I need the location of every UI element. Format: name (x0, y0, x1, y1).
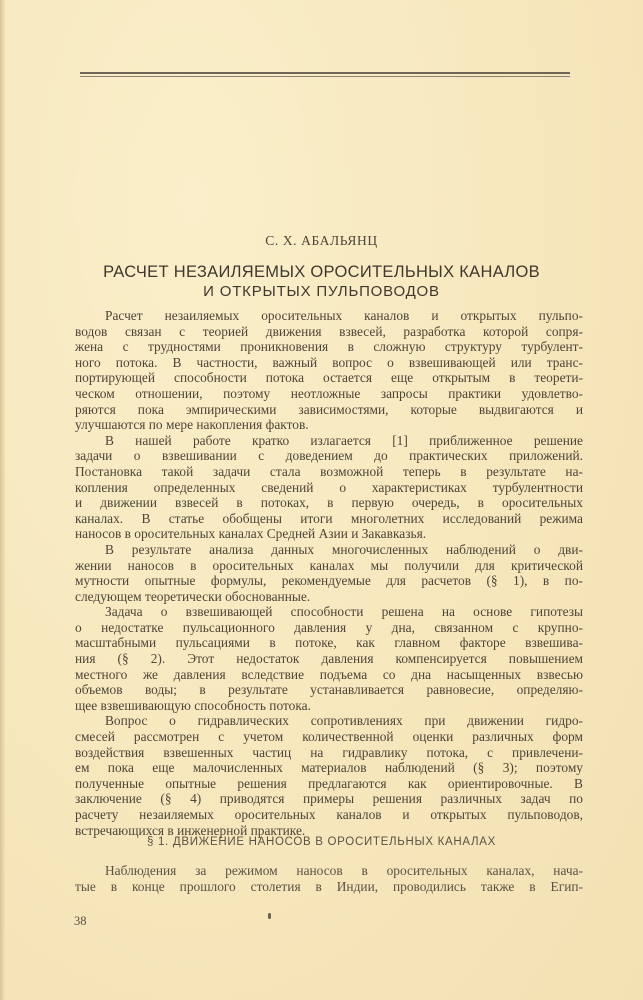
text-line: следующем теоретически обоснованные. (75, 588, 311, 604)
text-line: жена с трудностями проникновения в сложную структуру турбулент- (75, 339, 583, 355)
page-number: 38 (74, 914, 87, 928)
text-line: смесей рассмотрен с учетом количественной оценки различных форм (75, 729, 583, 745)
scan-speck (268, 913, 271, 919)
text-line: Вопрос о гидравлических сопротивлениях при движении гидро- (105, 713, 583, 729)
text-line: ния (§ 2). Этот недостаток давления компенсируется повышением (75, 651, 583, 667)
text-line: о недостатке пульсационного давления у дна, связанном с крупно- (75, 619, 583, 635)
section-body (75, 863, 583, 895)
text-line: щее взвешивающую способность потока. (75, 697, 311, 713)
top-double-rule (80, 72, 570, 78)
paragraph-results (75, 542, 583, 604)
top-rule-thick (80, 72, 570, 74)
text-line: В нашей работе кратко излагается [1] приближенное решение (105, 432, 583, 448)
paragraph-resistance (75, 713, 583, 838)
author-name: С. Х. АБАЛЬЯНЦ (265, 233, 378, 248)
article-body (75, 308, 583, 838)
text-line: ческом отношении, поэтому неотложные запросы практики удовлетво- (75, 385, 583, 401)
text-line: тые в конце прошлого столетия в Индии, проводились также в Егип- (75, 879, 583, 894)
text-line: расчету незаиляемых оросительных каналов и открытых пульповодов, (75, 807, 583, 822)
text-line: и движении взвесей в потоках, в первую очередь, в оросительных (75, 495, 583, 511)
text-line: объемов воды; в результате устанавливается равновесие, определяю- (75, 682, 583, 698)
paragraph-approach (75, 433, 583, 542)
text-line: воздействия взвешенных частиц на гидравлику потока, с привлечени- (75, 744, 583, 760)
text-line: Задача о взвешивающей способности решена на основе гипотезы (105, 604, 583, 620)
title-line-2: И ОТКРЫТЫХ ПУЛЬПОВОДОВ (203, 283, 440, 300)
top-rule-thin (80, 76, 570, 77)
paragraph-intro (75, 308, 583, 433)
text-line: Постановка такой задачи стала возможной теперь в результате на- (75, 463, 583, 479)
text-line: каналах. В статье обобщены итоги многолетних исследований режима (75, 510, 583, 526)
text-line: задачи о взвешивании с доведением до практических приложений. (75, 448, 583, 464)
page-edge-shadow (0, 0, 5, 1000)
text-line: портирующей способности потока остается еще открытым в теорети- (75, 370, 583, 386)
text-line: масштабными пульсациями в потоке, как главном факторе взвешива- (75, 635, 583, 651)
text-line: ного потока. В частности, важный вопрос о взвешивающей или транс- (75, 354, 583, 370)
text-line: Расчет незаиляемых оросительных каналов и открытых пульпо- (105, 308, 583, 323)
text-line: Наблюдения за режимом наносов в оросительных каналах, нача- (105, 863, 583, 878)
text-line: В результате анализа данных многочисленных наблюдений о дви- (105, 541, 583, 557)
paragraph-suspension (75, 604, 583, 713)
text-line: жении наносов в оросительных каналах мы получили для критической (75, 557, 583, 573)
article-title (0, 262, 643, 302)
text-line: ряются пока эмпирическими зависимостями, которые выдвигаются и (75, 401, 583, 417)
text-line: водов связан с теорией движения взвесей, разработка которой сопря- (75, 323, 583, 339)
text-line: улучшаются по мере накопления фактов. (75, 417, 309, 433)
text-line: наносов в оросительных каналах Средней Азии и Закавказья. (75, 526, 427, 542)
text-line: ем пока еще малочисленных материалов наблюдений (§ 3); поэтому (75, 760, 583, 776)
text-line: копления определенных сведений о характеристиках турбулентности (75, 479, 583, 495)
text-line: встречающихся в инженерной практике. (75, 822, 306, 838)
text-line: заключение (§ 4) приводятся примеры решения различных задач по (75, 791, 583, 807)
section-heading: § 1. ДВИЖЕНИЕ НАНОСОВ В ОРОСИТЕЛЬНЫХ КАНАЛАХ (146, 836, 497, 848)
title-line-1: РАСЧЕТ НЕЗАИЛЯЕМЫХ ОРОСИТЕЛЬНЫХ КАНАЛОВ (103, 263, 540, 281)
text-line: полученные опытные решения предлагаются как ориентировочные. В (75, 775, 583, 791)
text-line: мутности опытные формулы, рекомендуемые для расчетов (§ 1), в по- (75, 573, 583, 589)
text-line: местного же давления вследствие подъема со дна насыщенных взвесью (75, 666, 583, 682)
